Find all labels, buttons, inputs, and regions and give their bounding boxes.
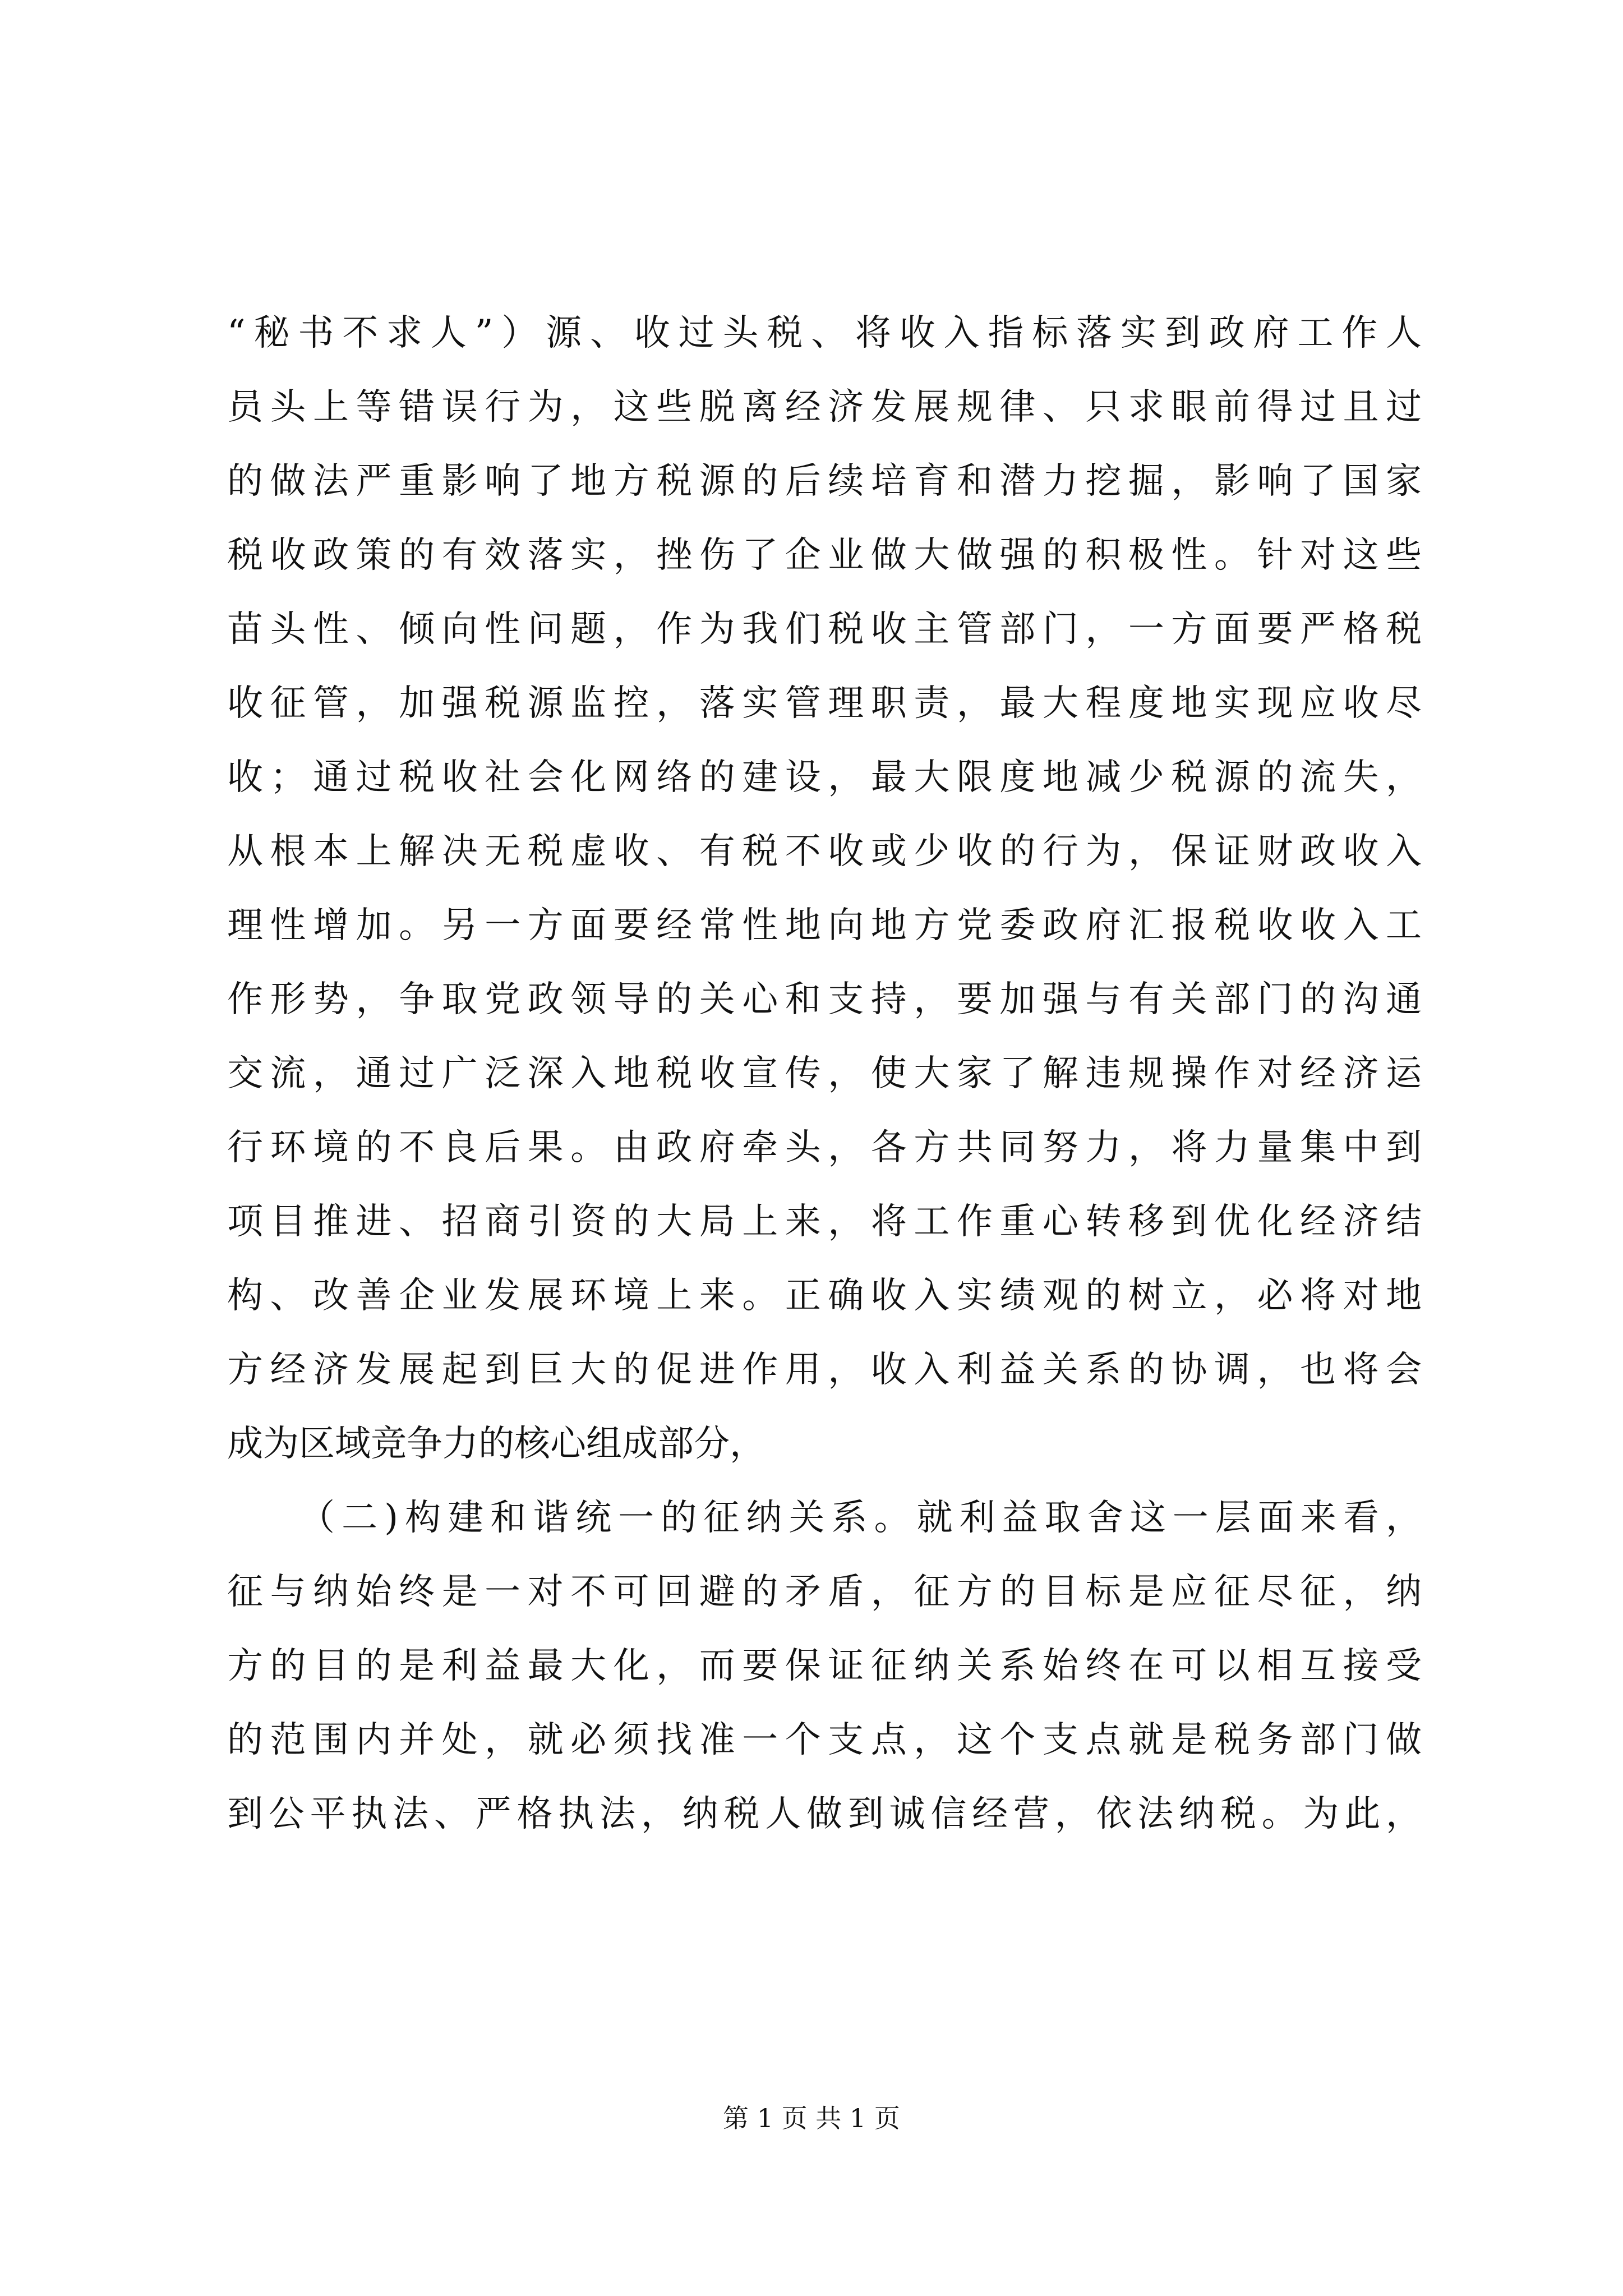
- text-line: 构、改善企业发展环境上来。正确收入实绩观的树立，必将对地: [227, 1275, 1422, 1317]
- text-line: “秘书不求人”）源、收过头税、将收入指标落实到政府工作人: [227, 312, 1422, 354]
- body-text: [227, 296, 1422, 1851]
- text-line: 行环境的不良后果。由政府牵头，各方共同努力，将力量集中到: [227, 1127, 1422, 1168]
- text-line: 苗头性、倾向性问题，作为我们税收主管部门，一方面要严格税: [227, 609, 1422, 650]
- text-line: 的范围内并处，就必须找准一个支点，这个支点就是税务部门做: [227, 1719, 1422, 1761]
- text-line: 征与纳始终是一对不可回避的矛盾，征方的目标是应征尽征，纳: [227, 1571, 1422, 1613]
- text-line: 到公平执法、严格执法，纳税人做到诚信经营，依法纳税。为此，: [227, 1793, 1422, 1835]
- text-line: 项目推进、招商引资的大局上来，将工作重心转移到优化经济结: [227, 1201, 1422, 1243]
- text-line: 理性增加。另一方面要经常性地向地方党委政府汇报税收收入工: [227, 905, 1422, 946]
- text-line: 税收政策的有效落实，挫伤了企业做大做强的积极性。针对这些: [227, 535, 1422, 576]
- text-line: 收征管，加强税源监控，落实管理职责，最大程度地实现应收尽: [227, 683, 1422, 724]
- text-line: 方的目的是利益最大化，而要保证征纳关系始终在可以相互接受: [227, 1645, 1422, 1687]
- text-line: 成为区域竞争力的核心组成部分，: [227, 1423, 766, 1465]
- page-number-footer: 第 1 页 共 1 页: [723, 2103, 900, 2133]
- text-line: 的做法严重影响了地方税源的后续培育和潜力挖掘，影响了国家: [227, 461, 1422, 502]
- text-line: 方经济发展起到巨大的促进作用，收入利益关系的协调，也将会: [227, 1349, 1422, 1391]
- text-line: 员头上等错误行为，这些脱离经济发展规律、只求眼前得过且过: [227, 386, 1422, 428]
- text-line: 作形势，争取党政领导的关心和支持，要加强与有关部门的沟通: [227, 979, 1422, 1020]
- text-line: 收；通过税收社会化网络的建设，最大限度地减少税源的流失，: [227, 757, 1422, 798]
- text-line: 从根本上解决无税虚收、有税不收或少收的行为，保证财政收入: [227, 831, 1422, 872]
- section-heading-line: （二)构建和谐统一的征纳关系。就利益取舍这一层面来看，: [299, 1497, 1422, 1539]
- text-line: 交流，通过广泛深入地税收宣传，使大家了解违规操作对经济运: [227, 1053, 1422, 1094]
